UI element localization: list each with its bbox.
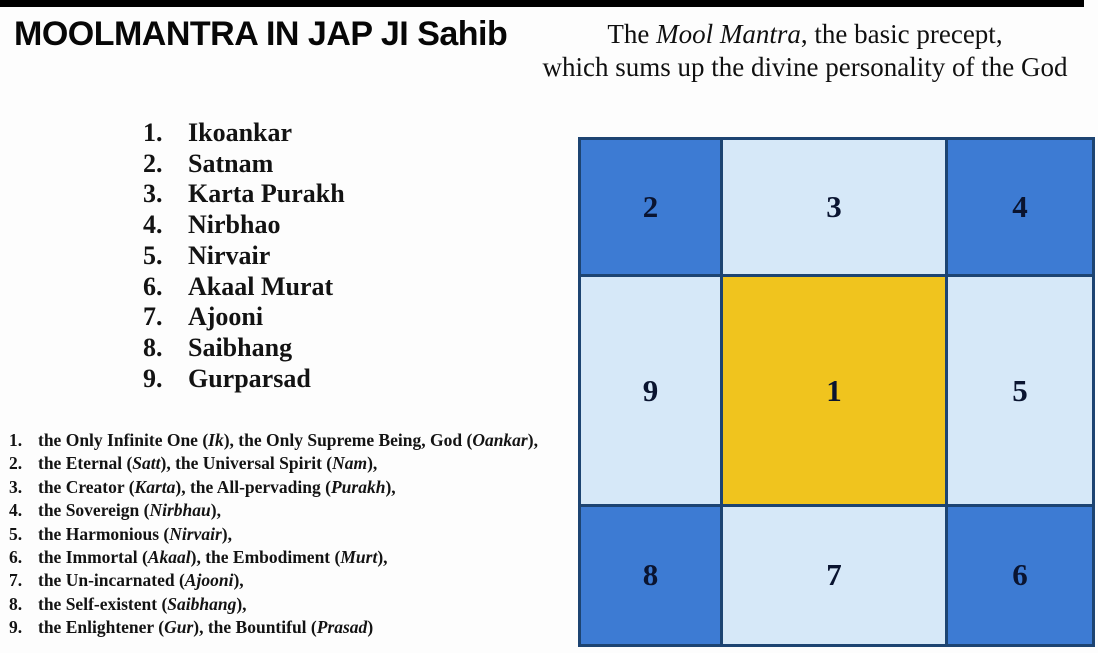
meaning-item-text: [38, 452, 377, 475]
mantra-item-number: 8.: [143, 332, 163, 362]
meaning-item: [9, 523, 669, 546]
text-segment: ),: [367, 453, 378, 474]
text-segment: the Harmonious (: [38, 523, 170, 544]
text-segment: ), the Bountiful (: [193, 617, 317, 638]
subtitle-line-2: [512, 51, 1098, 84]
grid-cell-1: [723, 277, 945, 504]
meaning-item-text: [38, 546, 388, 569]
mantra-item: [143, 272, 345, 303]
meaning-item-text: [38, 429, 538, 452]
grid-cell-number: 4: [1012, 189, 1028, 225]
italic-term: Mool Mantra: [656, 19, 801, 49]
grid-cell-8: [581, 507, 720, 644]
meaning-item-number: 1.: [9, 430, 23, 450]
italic-term: Nirvair: [169, 523, 222, 544]
meaning-item-number: 3.: [9, 476, 23, 497]
text-segment: which sums up the divine personality of the God: [542, 52, 1068, 82]
meaning-item-text: [38, 569, 244, 592]
text-segment: ), the Embodiment (: [190, 547, 341, 568]
italic-term: Prasad: [316, 617, 368, 638]
mantra-item-label: Satnam: [188, 148, 274, 178]
mantra-item: [143, 118, 345, 149]
mantra-item-number: 3.: [143, 179, 163, 209]
text-segment: , the basic precept,: [800, 19, 1003, 49]
text-segment: ), the All-pervading (: [175, 476, 331, 497]
mantra-item: [143, 364, 345, 395]
text-segment: ), the Universal Spirit (: [160, 453, 333, 474]
subtitle: [512, 18, 1098, 84]
top-divider: [0, 0, 1084, 7]
italic-term: Murt: [340, 547, 378, 568]
meaning-item-number: 5.: [9, 523, 23, 544]
grid-cell-number: 6: [1012, 557, 1028, 593]
grid-cell-number: 5: [1012, 372, 1028, 408]
meaning-item-number: 7.: [9, 570, 23, 591]
italic-term: Satt: [132, 453, 161, 474]
meaning-item: [9, 569, 669, 592]
text-segment: the Immortal (: [38, 547, 148, 568]
text-segment: the Eternal (: [38, 453, 133, 474]
italic-term: Karta: [134, 476, 176, 497]
meaning-item-text: [38, 523, 232, 546]
meaning-item-number: 4.: [9, 500, 23, 521]
text-segment: the Self-existent (: [38, 593, 168, 614]
mantra-item: [143, 149, 345, 180]
subtitle-line-1: [512, 18, 1098, 51]
meaning-item-text: [38, 476, 396, 499]
meaning-item-number: 9.: [9, 617, 23, 638]
mantra-item: [143, 302, 345, 333]
mantra-item: [143, 333, 345, 364]
text-segment: the Un-incarnated (: [38, 570, 185, 591]
text-segment: the Enlightener (: [38, 617, 165, 638]
grid-cell-number: 8: [642, 557, 659, 593]
mantra-item-label: Gurparsad: [188, 363, 311, 393]
grid-cell-4: [948, 140, 1092, 274]
mantra-item-number: 6.: [143, 271, 163, 301]
italic-term: Ajooni: [184, 570, 234, 591]
text-segment: the Sovereign (: [38, 500, 150, 521]
meaning-item: [9, 476, 669, 499]
mantra-item: [143, 179, 345, 210]
meaning-list: [9, 429, 669, 640]
meaning-item-text: [38, 616, 373, 639]
text-segment: ),: [377, 547, 388, 568]
mantra-item-number: 5.: [143, 240, 163, 270]
text-segment: ),: [221, 523, 232, 544]
italic-term: Nirbhau: [149, 500, 211, 521]
text-segment: The: [607, 19, 657, 49]
meaning-item: [9, 429, 669, 452]
text-segment: ),: [385, 476, 396, 497]
italic-term: Purakh: [330, 476, 386, 497]
grid-cell-6: [948, 507, 1092, 644]
grid-cell-7: [723, 507, 945, 644]
text-segment: ),: [233, 570, 244, 591]
italic-term: Oankar: [472, 430, 528, 450]
mantra-item-label: Karta Purakh: [188, 179, 345, 209]
meaning-item-text: [38, 593, 247, 616]
mantra-item-number: 1.: [143, 118, 163, 147]
mantra-list: [143, 118, 345, 394]
mantra-item-label: Nirbhao: [188, 210, 281, 240]
meaning-item: [9, 546, 669, 569]
meaning-item-text: [38, 499, 221, 522]
text-segment: ),: [527, 430, 538, 450]
mantra-item-number: 7.: [143, 302, 163, 332]
grid-cell-3: [723, 140, 945, 274]
mantra-item-number: 9.: [143, 363, 163, 393]
grid-cell-number: 1: [826, 372, 842, 408]
mantra-item-label: Akaal Murat: [188, 271, 334, 301]
italic-term: Nam: [332, 453, 368, 474]
grid-cell-9: [581, 277, 720, 504]
text-segment: ): [367, 617, 374, 638]
mantra-item-number: 4.: [143, 210, 163, 240]
grid-cell-2: [581, 140, 720, 274]
grid-cell-number: 9: [642, 372, 659, 408]
mantra-item: [143, 241, 345, 272]
text-segment: ),: [236, 593, 247, 614]
mantra-item-label: Ajooni: [188, 302, 264, 332]
italic-term: Akaal: [147, 547, 191, 568]
mantra-grid: [578, 137, 1095, 647]
meaning-item: [9, 593, 669, 616]
grid-cell-number: 2: [642, 189, 659, 225]
mantra-item-number: 2.: [143, 148, 163, 178]
meaning-item: [9, 616, 669, 639]
italic-term: Saibhang: [167, 593, 237, 614]
page-title: MOOLMANTRA IN JAP JI Sahib: [14, 15, 508, 53]
grid-cell-5: [948, 277, 1092, 504]
mantra-item: [143, 210, 345, 241]
meaning-item: [9, 499, 669, 522]
mantra-item-label: Ikoankar: [188, 118, 293, 147]
text-segment: ),: [210, 500, 221, 521]
text-segment: the Creator (: [38, 476, 135, 497]
grid-cell-number: 3: [826, 189, 842, 225]
text-segment: ), the Only Supreme Being, God (: [223, 430, 473, 450]
grid-cell-number: 7: [826, 557, 842, 593]
meaning-item-number: 6.: [9, 547, 23, 568]
italic-term: Gur: [164, 617, 194, 638]
italic-term: Ik: [208, 430, 224, 450]
mantra-item-label: Nirvair: [188, 240, 271, 270]
meaning-item-number: 8.: [9, 593, 23, 614]
meaning-item: [9, 452, 669, 475]
meaning-item-number: 2.: [9, 453, 23, 474]
mantra-item-label: Saibhang: [188, 332, 293, 362]
text-segment: the Only Infinite One (: [38, 430, 209, 450]
